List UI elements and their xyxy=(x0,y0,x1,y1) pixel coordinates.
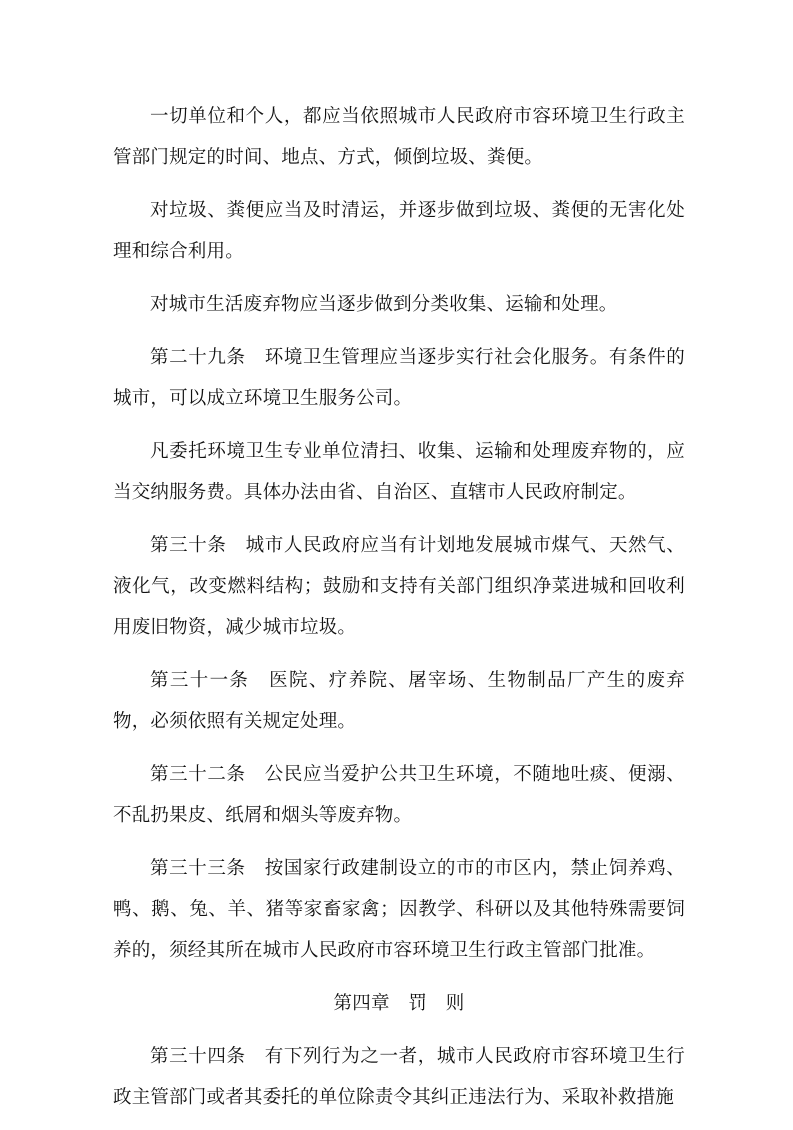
article-text: 环境卫生管理应当逐步实行社会化服务。有条件的城市，可以成立环境卫生服务公司。 xyxy=(113,347,685,409)
article-number: 第三十条 xyxy=(150,535,227,556)
article-number: 第三十四条 xyxy=(150,1046,246,1067)
article-32 xyxy=(113,754,685,836)
article-number: 第三十一条 xyxy=(150,670,250,691)
article-text: 按国家行政建制设立的市的市区内，禁止饲养鸡、鸭、鹅、兔、羊、猪等家畜家禽；因教学、科研以及其他特殊需要饲养的，须经其所在城市人民政府市容环境卫生行政主管部门批准。 xyxy=(113,858,685,961)
article-text: 公民应当爱护公共卫生环境，不随地吐痰、便溺、不乱扔果皮、纸屑和烟头等废弃物。 xyxy=(113,764,685,826)
chapter-heading: 第四章 罚 则 xyxy=(333,993,465,1014)
paragraph-transport xyxy=(113,190,685,272)
article-31 xyxy=(113,660,685,742)
article-text: 医院、疗养院、屠宰场、生物制品厂产生的废弃物，必须依照有关规定处理。 xyxy=(113,670,685,732)
paragraph-text: 一切单位和个人，都应当依照城市人民政府市容环境卫生行政主管部门规定的时间、地点、方式，倾倒垃圾、粪便。 xyxy=(113,106,685,168)
paragraph-classification xyxy=(113,284,685,325)
article-29 xyxy=(113,337,685,419)
document-page xyxy=(113,96,685,1130)
article-text: 城市人民政府应当有计划地发展城市煤气、天然气、液化气，改变燃料结构；鼓励和支持有关部门组织净菜进城和回收利用废旧物资，减少城市垃圾。 xyxy=(113,535,685,638)
paragraph-text: 对垃圾、粪便应当及时清运，并逐步做到垃圾、粪便的无害化处理和综合利用。 xyxy=(113,200,685,262)
article-34 xyxy=(113,1036,685,1118)
paragraph-text: 对城市生活废弃物应当逐步做到分类收集、运输和处理。 xyxy=(150,294,618,315)
article-number: 第三十三条 xyxy=(150,858,246,879)
article-text: 有下列行为之一者，城市人民政府市容环境卫生行政主管部门或者其委托的单位除责令其纠正违法行为、采取补救措施 xyxy=(113,1046,685,1108)
article-30 xyxy=(113,525,685,648)
paragraph-disposal-rules xyxy=(113,96,685,178)
paragraph-service-fee xyxy=(113,431,685,513)
article-33 xyxy=(113,848,685,971)
article-number: 第三十二条 xyxy=(150,764,246,785)
article-number: 第二十九条 xyxy=(150,347,246,368)
paragraph-text: 凡委托环境卫生专业单位清扫、收集、运输和处理废弃物的，应当交纳服务费。具体办法由省、自治区、直辖市人民政府制定。 xyxy=(113,441,685,503)
